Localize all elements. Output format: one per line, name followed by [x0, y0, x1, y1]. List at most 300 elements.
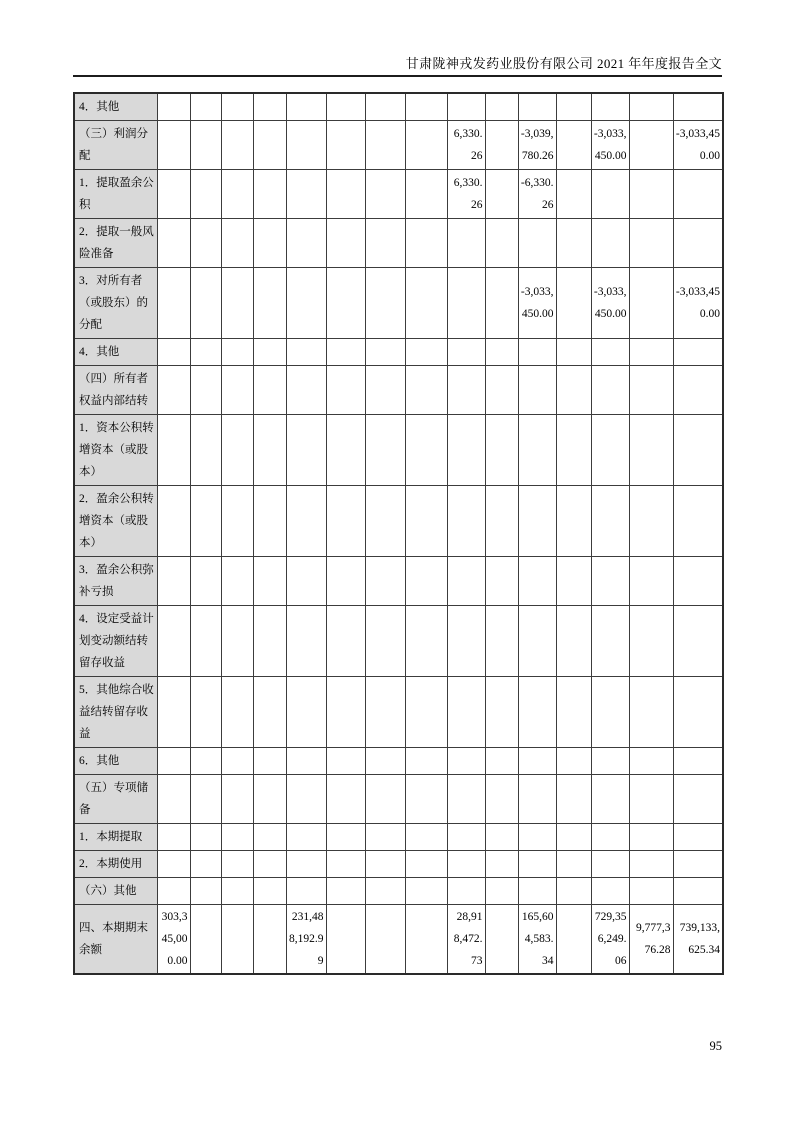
value-cell [253, 851, 286, 878]
value-cell [673, 557, 723, 606]
value-cell [485, 824, 518, 851]
value-cell [253, 677, 286, 748]
value-cell [629, 748, 673, 775]
value-cell [447, 557, 485, 606]
value-cell [518, 775, 556, 824]
value-cell [485, 851, 518, 878]
value-cell [190, 366, 221, 415]
value-cell: 28,918,472.73 [447, 905, 485, 975]
value-cell [190, 93, 221, 121]
value-cell [221, 219, 253, 268]
value-cell [591, 219, 629, 268]
value-cell [485, 366, 518, 415]
value-cell [190, 905, 221, 975]
value-cell [556, 93, 591, 121]
value-cell [591, 824, 629, 851]
value-cell [190, 878, 221, 905]
value-cell [405, 824, 447, 851]
value-cell [157, 121, 190, 170]
value-cell [286, 775, 326, 824]
value-cell [485, 170, 518, 219]
value-cell [286, 606, 326, 677]
value-cell [591, 557, 629, 606]
value-cell [365, 170, 405, 219]
value-cell [365, 339, 405, 366]
value-cell [556, 486, 591, 557]
value-cell [556, 878, 591, 905]
value-cell [485, 415, 518, 486]
value-cell [326, 219, 365, 268]
value-cell [253, 268, 286, 339]
value-cell [485, 486, 518, 557]
value-cell [365, 905, 405, 975]
value-cell [447, 851, 485, 878]
table-row [74, 170, 723, 219]
value-cell [221, 606, 253, 677]
header-rule [73, 75, 722, 77]
value-cell [190, 121, 221, 170]
row-label-cell: 2．本期使用 [74, 851, 157, 878]
value-cell [157, 415, 190, 486]
table-row [74, 339, 723, 366]
value-cell [253, 219, 286, 268]
value-cell [447, 878, 485, 905]
value-cell [253, 415, 286, 486]
value-cell [591, 775, 629, 824]
value-cell: 6,330.26 [447, 121, 485, 170]
value-cell [591, 878, 629, 905]
value-cell [286, 677, 326, 748]
value-cell [485, 606, 518, 677]
value-cell [190, 557, 221, 606]
value-cell [629, 606, 673, 677]
value-cell [326, 366, 365, 415]
value-cell [157, 878, 190, 905]
value-cell [190, 851, 221, 878]
value-cell [405, 775, 447, 824]
row-label-cell: 4．设定受益计划变动额结转留存收益 [74, 606, 157, 677]
value-cell [190, 268, 221, 339]
value-cell [326, 121, 365, 170]
value-cell [591, 170, 629, 219]
value-cell [518, 851, 556, 878]
value-cell [253, 748, 286, 775]
value-cell [518, 415, 556, 486]
value-cell [556, 121, 591, 170]
value-cell [556, 606, 591, 677]
value-cell [365, 748, 405, 775]
value-cell [365, 486, 405, 557]
value-cell [447, 415, 485, 486]
value-cell [157, 170, 190, 219]
value-cell [253, 339, 286, 366]
value-cell [286, 415, 326, 486]
value-cell: 729,356,249.06 [591, 905, 629, 975]
value-cell [286, 557, 326, 606]
table-row [74, 366, 723, 415]
header-title: 甘肃陇神戎发药业股份有限公司 2021 年年度报告全文 [405, 56, 722, 71]
value-cell [157, 824, 190, 851]
value-cell [157, 268, 190, 339]
table-row [74, 121, 723, 170]
value-cell [673, 677, 723, 748]
value-cell [629, 851, 673, 878]
row-label-cell: 5．其他综合收益结转留存收益 [74, 677, 157, 748]
value-cell [405, 415, 447, 486]
value-cell [221, 851, 253, 878]
value-cell [286, 93, 326, 121]
row-label-cell: 2．盈余公积转增资本（或股本） [74, 486, 157, 557]
value-cell [253, 606, 286, 677]
value-cell [157, 748, 190, 775]
row-label-cell: 1．资本公积转增资本（或股本） [74, 415, 157, 486]
table-row [74, 677, 723, 748]
value-cell [326, 775, 365, 824]
row-label-cell: 4．其他 [74, 93, 157, 121]
value-cell [221, 905, 253, 975]
value-cell [673, 366, 723, 415]
table-row [74, 93, 723, 121]
value-cell [365, 775, 405, 824]
value-cell [518, 677, 556, 748]
value-cell [221, 824, 253, 851]
value-cell: -3,033,450.00 [673, 268, 723, 339]
value-cell [286, 219, 326, 268]
value-cell [591, 606, 629, 677]
value-cell [485, 557, 518, 606]
table-row [74, 268, 723, 339]
value-cell [365, 677, 405, 748]
value-cell [157, 339, 190, 366]
value-cell [447, 366, 485, 415]
value-cell [221, 415, 253, 486]
value-cell [629, 339, 673, 366]
table-row [74, 606, 723, 677]
value-cell [326, 93, 365, 121]
value-cell [629, 557, 673, 606]
value-cell [518, 366, 556, 415]
value-cell [326, 415, 365, 486]
value-cell [518, 486, 556, 557]
value-cell [365, 606, 405, 677]
value-cell [673, 851, 723, 878]
value-cell [629, 170, 673, 219]
value-cell [673, 748, 723, 775]
value-cell [405, 748, 447, 775]
value-cell [326, 557, 365, 606]
value-cell [253, 366, 286, 415]
table-row [74, 219, 723, 268]
value-cell [365, 93, 405, 121]
table-row [74, 557, 723, 606]
value-cell [326, 748, 365, 775]
value-cell [365, 878, 405, 905]
value-cell [518, 606, 556, 677]
value-cell [591, 415, 629, 486]
value-cell [157, 557, 190, 606]
value-cell [286, 170, 326, 219]
value-cell [286, 268, 326, 339]
value-cell [485, 121, 518, 170]
value-cell [221, 170, 253, 219]
page-number: 95 [709, 1039, 722, 1053]
value-cell [365, 557, 405, 606]
value-cell [221, 366, 253, 415]
value-cell [629, 121, 673, 170]
value-cell [591, 93, 629, 121]
value-cell [405, 170, 447, 219]
row-label-cell: 1．本期提取 [74, 824, 157, 851]
value-cell: 6,330.26 [447, 170, 485, 219]
value-cell [190, 824, 221, 851]
value-cell [629, 93, 673, 121]
value-cell [673, 415, 723, 486]
value-cell [556, 851, 591, 878]
value-cell [673, 775, 723, 824]
value-cell [253, 121, 286, 170]
value-cell [405, 557, 447, 606]
value-cell: -3,039,780.26 [518, 121, 556, 170]
value-cell [221, 775, 253, 824]
value-cell [190, 775, 221, 824]
value-cell [629, 775, 673, 824]
table-body [74, 93, 723, 974]
value-cell [405, 366, 447, 415]
row-label-cell: 1．提取盈余公积 [74, 170, 157, 219]
value-cell [556, 170, 591, 219]
value-cell [485, 677, 518, 748]
value-cell [518, 93, 556, 121]
value-cell [447, 775, 485, 824]
value-cell [556, 219, 591, 268]
value-cell [365, 415, 405, 486]
value-cell [221, 677, 253, 748]
value-cell [190, 486, 221, 557]
value-cell [221, 486, 253, 557]
value-cell [326, 677, 365, 748]
value-cell [190, 677, 221, 748]
value-cell [405, 93, 447, 121]
table-row [74, 775, 723, 824]
row-label-cell: 3．对所有者（或股东）的分配 [74, 268, 157, 339]
value-cell [629, 824, 673, 851]
value-cell [485, 748, 518, 775]
value-cell [190, 219, 221, 268]
value-cell [485, 905, 518, 975]
value-cell [556, 557, 591, 606]
row-label-cell: 2．提取一般风险准备 [74, 219, 157, 268]
value-cell [518, 824, 556, 851]
row-label-cell: 4．其他 [74, 339, 157, 366]
value-cell [326, 606, 365, 677]
value-cell [326, 268, 365, 339]
value-cell [485, 93, 518, 121]
value-cell [405, 677, 447, 748]
value-cell: -3,033,450.00 [591, 121, 629, 170]
value-cell [447, 677, 485, 748]
value-cell [556, 775, 591, 824]
value-cell [326, 170, 365, 219]
value-cell: -3,033,450.00 [518, 268, 556, 339]
value-cell [405, 905, 447, 975]
value-cell [591, 339, 629, 366]
value-cell [629, 415, 673, 486]
table-row [74, 905, 723, 975]
table-row [74, 748, 723, 775]
value-cell [591, 748, 629, 775]
value-cell [253, 93, 286, 121]
table-row [74, 824, 723, 851]
value-cell [591, 486, 629, 557]
value-cell [485, 775, 518, 824]
value-cell [221, 878, 253, 905]
value-cell [591, 851, 629, 878]
value-cell [326, 878, 365, 905]
value-cell [365, 121, 405, 170]
row-label-cell: （五）专项储备 [74, 775, 157, 824]
value-cell [157, 366, 190, 415]
value-cell: -6,330.26 [518, 170, 556, 219]
value-cell [253, 170, 286, 219]
value-cell [405, 339, 447, 366]
value-cell [405, 878, 447, 905]
row-label-cell: 6．其他 [74, 748, 157, 775]
value-cell [405, 486, 447, 557]
value-cell [629, 219, 673, 268]
value-cell: 303,345,000.00 [157, 905, 190, 975]
value-cell [365, 366, 405, 415]
value-cell [286, 851, 326, 878]
value-cell [447, 486, 485, 557]
value-cell [253, 486, 286, 557]
value-cell [518, 219, 556, 268]
value-cell [673, 824, 723, 851]
value-cell [157, 851, 190, 878]
value-cell: 165,604,583.34 [518, 905, 556, 975]
value-cell [326, 905, 365, 975]
equity-change-table [73, 92, 724, 975]
value-cell [629, 366, 673, 415]
value-cell [629, 677, 673, 748]
value-cell [405, 606, 447, 677]
value-cell [447, 606, 485, 677]
value-cell [253, 878, 286, 905]
value-cell [157, 219, 190, 268]
value-cell [673, 486, 723, 557]
table-row [74, 878, 723, 905]
value-cell [556, 366, 591, 415]
value-cell [629, 268, 673, 339]
value-cell [326, 851, 365, 878]
row-label-cell: （四）所有者权益内部结转 [74, 366, 157, 415]
value-cell [518, 557, 556, 606]
value-cell [221, 748, 253, 775]
value-cell: 9,777,376.28 [629, 905, 673, 975]
value-cell [286, 121, 326, 170]
value-cell [221, 339, 253, 366]
row-label-cell: （三）利润分配 [74, 121, 157, 170]
value-cell [326, 486, 365, 557]
table-row [74, 486, 723, 557]
value-cell [157, 486, 190, 557]
value-cell [447, 268, 485, 339]
value-cell [190, 415, 221, 486]
value-cell [286, 748, 326, 775]
value-cell [673, 339, 723, 366]
value-cell [556, 748, 591, 775]
value-cell [485, 268, 518, 339]
value-cell [365, 268, 405, 339]
table-row [74, 415, 723, 486]
value-cell [326, 339, 365, 366]
value-cell [157, 93, 190, 121]
value-cell [518, 339, 556, 366]
value-cell [365, 219, 405, 268]
value-cell [673, 606, 723, 677]
value-cell [405, 268, 447, 339]
value-cell [190, 339, 221, 366]
value-cell [447, 219, 485, 268]
value-cell [485, 878, 518, 905]
value-cell [253, 905, 286, 975]
value-cell [447, 748, 485, 775]
value-cell [556, 905, 591, 975]
value-cell [447, 339, 485, 366]
value-cell [190, 170, 221, 219]
value-cell [556, 677, 591, 748]
value-cell [253, 557, 286, 606]
value-cell [556, 268, 591, 339]
value-cell [405, 121, 447, 170]
value-cell: 739,133,625.34 [673, 905, 723, 975]
value-cell [365, 851, 405, 878]
value-cell [405, 219, 447, 268]
value-cell: 231,488,192.99 [286, 905, 326, 975]
value-cell [591, 366, 629, 415]
page-header [73, 53, 722, 72]
value-cell [157, 775, 190, 824]
row-label-cell: 3．盈余公积弥补亏损 [74, 557, 157, 606]
value-cell [629, 878, 673, 905]
value-cell [365, 824, 405, 851]
table-row [74, 851, 723, 878]
value-cell [221, 268, 253, 339]
value-cell [157, 677, 190, 748]
value-cell [485, 219, 518, 268]
value-cell [253, 824, 286, 851]
value-cell [286, 339, 326, 366]
row-label-cell: 四、本期期末余额 [74, 905, 157, 975]
value-cell [556, 824, 591, 851]
value-cell [221, 93, 253, 121]
value-cell [253, 775, 286, 824]
value-cell [405, 851, 447, 878]
value-cell [518, 878, 556, 905]
value-cell [221, 557, 253, 606]
value-cell [673, 219, 723, 268]
value-cell: -3,033,450.00 [591, 268, 629, 339]
value-cell [286, 824, 326, 851]
value-cell [673, 878, 723, 905]
value-cell [286, 486, 326, 557]
value-cell [286, 878, 326, 905]
value-cell [286, 366, 326, 415]
value-cell: -3,033,450.00 [673, 121, 723, 170]
value-cell [157, 606, 190, 677]
value-cell [591, 677, 629, 748]
value-cell [673, 93, 723, 121]
row-label-cell: （六）其他 [74, 878, 157, 905]
